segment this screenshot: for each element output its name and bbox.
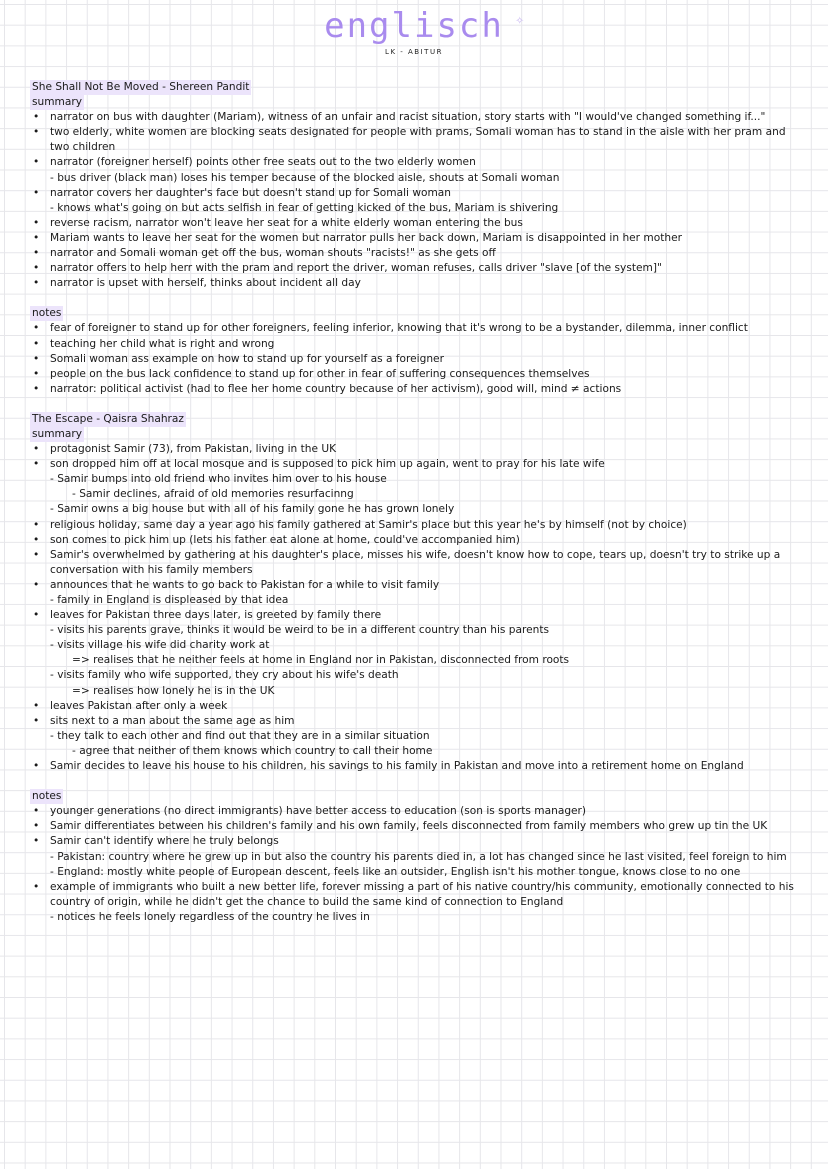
spacer xyxy=(30,291,800,306)
bullet-list xyxy=(30,804,800,925)
list-item: • people on the bus lack confidence to stand up for other in fear of suffering consequences themselves xyxy=(30,367,800,382)
sub-item: - visits village his wife did charity work at xyxy=(50,639,270,652)
list-item: • narrator covers her daughter's face but doesn't stand up for Somali woman xyxy=(30,186,800,201)
sub-item: - Pakistan: country where he grew up in but also the country his parents died in, a lot has changed since he last visited, feel foreign to him xyxy=(50,850,787,863)
sub-item: - knows what's going on but acts selfish in fear of getting kicked of the bus, Mariam is shivering xyxy=(50,201,559,214)
sub-item: - bus driver (black man) loses his temper because of the blocked aisle, shouts at Somali woman xyxy=(50,171,560,184)
section-title: She Shall Not Be Moved - Shereen Pandit xyxy=(30,80,251,95)
notes-label-row xyxy=(30,306,800,321)
notes-content xyxy=(30,80,800,940)
page-header xyxy=(0,6,828,56)
summary-label-row xyxy=(30,95,800,110)
sub-item: - agree that neither of them knows which country to call their home xyxy=(72,744,433,757)
spacer xyxy=(30,774,800,789)
spacer xyxy=(30,925,800,940)
page-subtitle: LK - ABITUR xyxy=(385,48,443,56)
list-item: • narrator is upset with herself, thinks about incident all day xyxy=(30,276,800,291)
story-section xyxy=(30,412,800,940)
list-item: • leaves for Pakistan three days later, is greeted by family there xyxy=(30,608,800,623)
bullet-list xyxy=(30,321,800,396)
sub-item: => realises that he neither feels at home in England nor in Pakistan, disconnected from roots xyxy=(72,654,570,667)
list-item: • Mariam wants to leave her seat for the women but narrator pulls her back down, Mariam is disappointed in her mother xyxy=(30,231,800,246)
notes-label: notes xyxy=(30,306,63,321)
sub-item: - Samir declines, afraid of old memories resurfacinng xyxy=(72,488,354,501)
bullet-list xyxy=(30,442,800,774)
list-item: • narrator on bus with daughter (Mariam), witness of an unfair and racist situation, story starts with "I would've changed something if..." xyxy=(30,110,800,125)
sub-item: - Samir owns a big house but with all of his family gone he has grown lonely xyxy=(50,503,455,516)
sub-item: - notices he feels lonely regardless of the country he lives in xyxy=(50,910,370,923)
list-item: • fear of foreigner to stand up for other foreigners, feeling inferior, knowing that it's wrong to be a bystander, dilemma, inner conflict xyxy=(30,321,800,336)
list-item: • Samir decides to leave his house to his children, his savings to his family in Pakistan and move into a retirement home on England xyxy=(30,759,800,774)
sub-item: - family in England is displeased by that idea xyxy=(50,594,289,606)
section-title-row xyxy=(30,412,800,427)
list-item: • narrator (foreigner herself) points other free seats out to the two elderly women xyxy=(30,155,800,170)
list-item: • leaves Pakistan after only a week xyxy=(30,699,800,714)
sub-item: - they talk to each other and find out that they are in a similar situation xyxy=(50,729,430,742)
list-item: • younger generations (no direct immigrants) have better access to education (son is sports manager) xyxy=(30,804,800,819)
sub-item: - visits his parents grave, thinks it would be weird to be in a different country than his parents xyxy=(50,624,550,637)
story-section xyxy=(30,80,800,412)
list-item: • narrator: political activist (had to flee her home country because of her activism), good will, mind ≠ actions xyxy=(30,382,800,397)
list-item: • religious holiday, same day a year ago his family gathered at Samir's place but this year he's by himself (not by choice) xyxy=(30,518,800,533)
summary-label-row xyxy=(30,427,800,442)
notes-label: notes xyxy=(30,789,63,804)
list-item: • son comes to pick him up (lets his father eat alone at home, could've accompanied him) xyxy=(30,533,800,548)
notes-label-row xyxy=(30,789,800,804)
spacer xyxy=(30,397,800,412)
sub-item: => realises how lonely he is in the UK xyxy=(72,684,275,697)
list-item: • reverse racism, narrator won't leave her seat for a white elderly woman entering the bus xyxy=(30,216,800,231)
sub-item: - England: mostly white people of European descent, feels like an outsider, English isn't his mother tongue, knows close to no one xyxy=(50,865,741,878)
sub-item: - visits family who wife supported, they cry about his wife's death xyxy=(50,669,399,682)
list-item: • example of immigrants who built a new better life, forever missing a part of his native country/his community, emotionally connected to his country of origin, while he didn't get the chance to build the same kind of connection to England xyxy=(30,880,800,910)
summary-label: summary xyxy=(30,427,84,442)
summary-label: summary xyxy=(30,95,84,110)
section-title-row xyxy=(30,80,800,95)
sparkle-icon: ✧ xyxy=(515,12,526,28)
list-item: • narrator and Somali woman get off the bus, woman shouts "racists!" as she gets off xyxy=(30,246,800,261)
list-item: • two elderly, white women are blocking seats designated for people with prams, Somali woman has to stand in the aisle with her pram and two children xyxy=(30,125,800,155)
list-item: • narrator offers to help herr with the pram and report the driver, woman refuses, calls driver "slave [of the system]" xyxy=(30,261,800,276)
list-item: • Samir's overwhelmed by gathering at his daughter's place, misses his wife, doesn't know how to cope, tears up, doesn't try to strike up a conversation with his family members xyxy=(30,548,800,578)
list-item: • son dropped him off at local mosque and is supposed to pick him up again, went to pray for his late wife xyxy=(30,457,800,472)
section-title: The Escape - Qaisra Shahraz xyxy=(30,412,186,427)
list-item: • teaching her child what is right and wrong xyxy=(30,337,800,352)
page-title: englisch ✧ xyxy=(324,6,526,46)
bullet-list xyxy=(30,110,800,291)
list-item: • protagonist Samir (73), from Pakistan, living in the UK xyxy=(30,442,800,457)
list-item: • sits next to a man about the same age as him xyxy=(30,714,800,729)
list-item: • announces that he wants to go back to Pakistan for a while to visit family xyxy=(30,578,800,593)
sub-item: - Samir bumps into old friend who invites him over to his house xyxy=(50,473,387,486)
list-item: • Samir differentiates between his children's family and his own family, feels disconnected from family members who grew up tin the UK xyxy=(30,819,800,834)
list-item: • Somali woman ass example on how to stand up for yourself as a foreigner xyxy=(30,352,800,367)
list-item: • Samir can't identify where he truly belongs xyxy=(30,834,800,849)
